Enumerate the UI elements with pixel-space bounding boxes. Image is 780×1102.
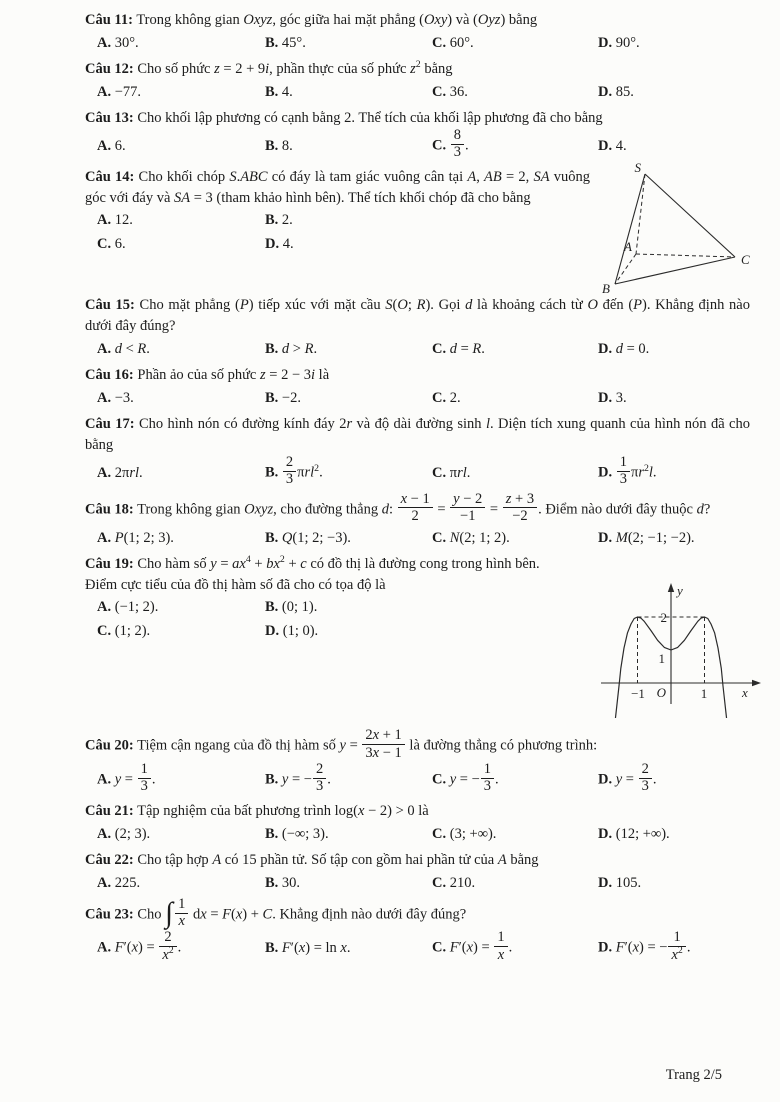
option-d: D. (12; +∞). <box>598 825 670 842</box>
options-row <box>85 453 750 490</box>
origin-label: O <box>656 685 666 701</box>
options-row <box>85 872 750 895</box>
option-d: D. 85. <box>598 84 634 101</box>
pyramid-figure <box>585 159 763 297</box>
option-a: A. F′(x) = $\frac{2}{x^2}$ . <box>97 929 182 963</box>
option-c: C. N(2; 1; 2). <box>432 530 510 547</box>
question-17 <box>85 414 750 490</box>
question-number: Câu 18: <box>85 501 134 518</box>
options-row <box>85 597 527 642</box>
options-row <box>85 761 750 797</box>
question-number: Câu 12: <box>85 61 134 78</box>
option-c: C. (3; +∞). <box>432 825 497 842</box>
option-a: A. 225. <box>97 874 141 891</box>
option-d: D. 4. <box>265 235 294 252</box>
question-20 <box>85 727 750 796</box>
question-number: Câu 15: <box>85 296 135 313</box>
question-text: Câu 21: Tập nghiệm của bất phương trình log(x − 2) > 0 là <box>85 802 429 819</box>
option-d: D. y = $\frac{2}{3}$ . <box>598 761 657 795</box>
question-number: Câu 17: <box>85 415 135 432</box>
option-c: C. 60°. <box>432 35 474 51</box>
axis-label-y: y <box>677 583 683 599</box>
option-a: A. 12. <box>97 211 133 228</box>
option-a: A. −3. <box>97 389 134 406</box>
option-b: B. 4. <box>265 84 293 101</box>
option-c: C. πrl. <box>432 464 471 481</box>
option-a: A. P(1; 2; 3). <box>97 530 174 547</box>
quartic-graph-figure <box>593 578 765 718</box>
option-b: B. y = − $\frac{2}{3}$ . <box>265 761 331 795</box>
option-d: D. (1; 0). <box>265 623 319 640</box>
question-text: Câu 17: Cho hình nón có đường kính đáy 2r và độ dài đường sinh l. Diện tích xung quanh của hình nón đã cho bằng <box>85 415 750 453</box>
options-row <box>85 81 750 104</box>
option-d: D. 90°. <box>598 35 640 51</box>
question-14 <box>85 159 750 296</box>
option-b: B. Q(1; 2; −3). <box>265 530 351 547</box>
question-number: Câu 11: <box>85 12 133 28</box>
option-b: B. −2. <box>265 389 301 406</box>
options-row <box>85 338 750 361</box>
option-b: B. 2. <box>265 211 293 228</box>
option-a: A. y = $\frac{1}{3}$ . <box>97 761 156 795</box>
option-b: B. d > R. <box>265 340 318 357</box>
question-text: Câu 22: Cho tập hợp A có 15 phần tử. Số tập con gồm hai phần tử của A bằng <box>85 851 539 868</box>
option-a: A. (−1; 2). <box>97 599 159 616</box>
option-b: B. 8. <box>265 137 293 154</box>
option-c: C. (1; 2). <box>97 623 151 640</box>
questions-list <box>85 10 750 965</box>
question-number: Câu 13: <box>85 110 134 127</box>
option-b: B. $\frac{2}{3}$ πrl$^2$. <box>265 453 323 488</box>
y-axis-arrow <box>668 583 674 592</box>
question-13 <box>85 108 750 163</box>
question-19 <box>85 554 750 726</box>
option-a: A. 30°. <box>97 35 139 51</box>
option-c: C. F′(x) = $\frac{1}{x}$ . <box>432 929 513 963</box>
question-number: Câu 23: <box>85 906 134 923</box>
option-c: C. 36. <box>432 84 468 101</box>
option-a: A. 2πrl. <box>97 464 143 481</box>
option-c: C. 2. <box>432 389 461 406</box>
option-b: B. 45°. <box>265 35 306 51</box>
option-d: D. $\frac{1}{3}$ $\pi r^2l$. <box>598 453 657 488</box>
option-d: D. F′(x) = − $\frac{1}{x^2}$ . <box>598 929 691 963</box>
question-23 <box>85 895 750 965</box>
option-a: A. (2; 3). <box>97 825 151 842</box>
option-c: C. $\frac{8}{3}$ . <box>432 127 469 161</box>
question-text: Câu 20: Tiệm cận ngang của đồ thị hàm số y = $\frac{2x + 1}{3x - 1}$ là đường thẳng có phương trình: <box>85 727 598 761</box>
question-22 <box>85 850 750 895</box>
question-12 <box>85 59 750 104</box>
option-d: D. M(2; −1; −2). <box>598 530 695 547</box>
option-d: D. d = 0. <box>598 340 650 357</box>
tick-label-pos1: 1 <box>700 686 708 702</box>
question-18 <box>85 490 750 551</box>
question-text: Câu 13: Cho khối lập phương có cạnh bằng 2. Thể tích của khối lập phương đã cho bằng <box>85 110 603 127</box>
tick-label-y2: 2 <box>660 610 667 626</box>
option-b: B. (−∞; 3). <box>265 825 329 842</box>
question-number: Câu 21: <box>85 802 134 819</box>
options-row <box>85 32 750 55</box>
x-axis-arrow <box>752 680 761 686</box>
vertex-label-b: B <box>602 280 610 296</box>
question-text: Câu 11: Trong không gian Oxyz, góc giữa hai mặt phẳng (Oxy) và (Oyz) bằng <box>85 12 538 28</box>
option-d: D. 3. <box>598 389 627 406</box>
option-c: C. y = − $\frac{1}{3}$ . <box>432 761 499 795</box>
option-a: A. 6. <box>97 137 126 154</box>
option-d: D. 105. <box>598 874 642 891</box>
question-number: Câu 14: <box>85 168 135 185</box>
question-16 <box>85 365 750 410</box>
option-c: C. 6. <box>97 235 126 252</box>
option-b: B. F′(x) = ln x. <box>265 940 351 957</box>
options-row <box>85 823 750 846</box>
options-row <box>85 527 750 550</box>
options-row <box>85 210 527 255</box>
option-a: A. d < R. <box>97 340 150 357</box>
tick-label-y1: 1 <box>658 651 665 667</box>
option-b: B. 30. <box>265 874 301 891</box>
option-a: A. −77. <box>97 84 142 101</box>
question-number: Câu 20: <box>85 737 134 754</box>
question-number: Câu 22: <box>85 851 134 868</box>
options-row <box>85 929 750 965</box>
question-text: Câu 15: Cho mặt phẳng (P) tiếp xúc với mặt cầu S(O; R). Gọi d là khoảng cách từ O đến (P). Khẳng định nào dưới đây đúng? <box>85 296 750 334</box>
question-text: Câu 19: Cho hàm số $y = ax^4 + bx^2 + c$ có đồ thị là đường cong trong hình bên. Điểm cực tiểu của đồ thị hàm số đã cho có tọa độ là <box>85 554 540 594</box>
question-text: Câu 18: Trong không gian Oxyz, cho đường thẳng d: $\frac{x - 1}{2}$ = $\frac{y - 2}{-1}$ = $\frac{z + 3}{-2}$ . Điểm nào dưới đây thuộc d? <box>85 490 711 524</box>
tick-label-neg1: −1 <box>631 686 645 702</box>
page-footer: Trang 2/5 <box>665 1066 722 1083</box>
options-row <box>85 387 750 410</box>
question-number: Câu 16: <box>85 366 134 383</box>
question-text: Câu 23: Cho ∫ $\frac{1}{x}$ dx = F(x) + C. Khẳng định nào dưới đây đúng? <box>85 895 467 930</box>
vertex-label-s: S <box>634 159 641 175</box>
axis-label-x: x <box>742 685 748 701</box>
question-text: Câu 12: Cho số phức z = 2 + 9i, phần thực của số phức $z^2$ bằng <box>85 59 453 78</box>
option-c: C. 210. <box>432 874 476 891</box>
vertex-label-c: C <box>741 251 750 267</box>
question-21 <box>85 801 750 846</box>
option-d: D. 4. <box>598 137 627 154</box>
question-number: Câu 19: <box>85 556 134 573</box>
question-text: Câu 16: Phần ảo của số phức z = 2 − 3i là <box>85 366 330 383</box>
vertex-label-a: A <box>624 238 632 254</box>
question-15 <box>85 295 750 361</box>
question-text: Câu 14: Cho khối chóp S.ABC có đáy là tam giác vuông cân tại A, AB = 2, SA vuông góc với đáy và SA = 3 (tham khảo hình bên). Thể tích khối chóp đã cho bằng <box>85 168 591 206</box>
option-c: C. d = R. <box>432 340 485 357</box>
question-11 <box>85 10 750 55</box>
option-b: B. (0; 1). <box>265 599 318 616</box>
